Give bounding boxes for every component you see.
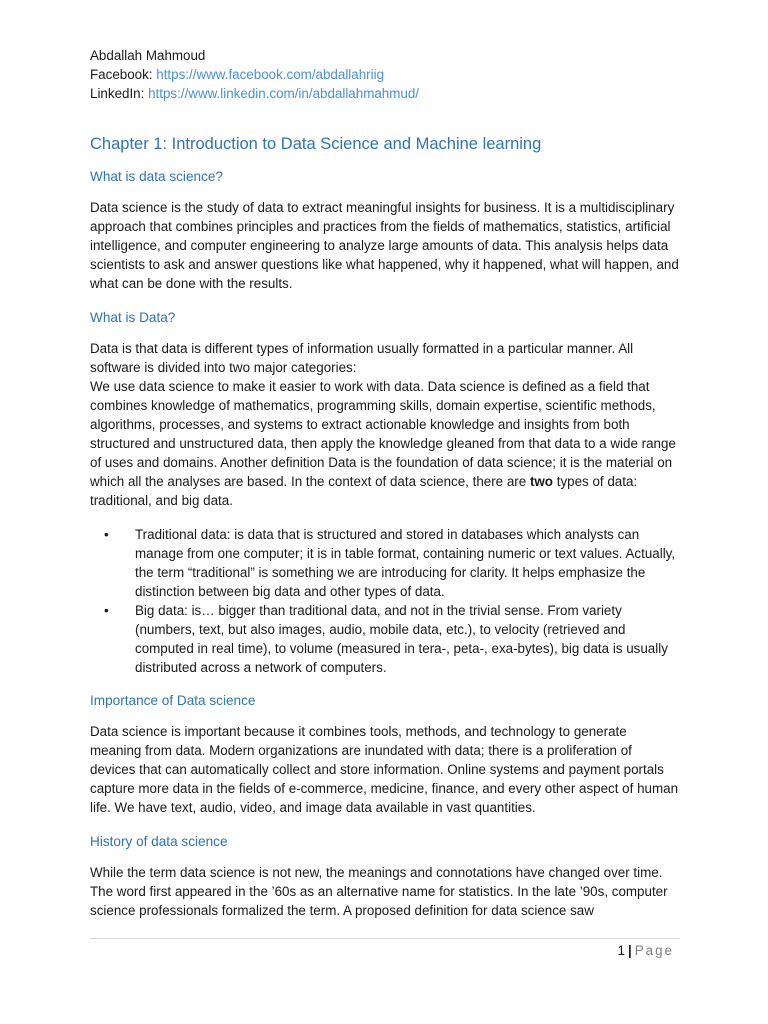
section-heading-what-is-data: What is Data?: [90, 310, 176, 325]
paragraph-what-is-data-science: Data science is the study of data to extract meaningful insights for business. It is a multidisciplinary approach that combines principles and practices from the fields of mathematics, statistics, artificial intelligence, and computer engineering to analyze large amounts of data. This analysis helps data scientists to ask and answer questions like what happened, why it happened, what will happen, and what can be done with the results.: [90, 200, 679, 291]
page-number: 1: [617, 943, 625, 958]
bullet-icon: •: [104, 527, 109, 542]
document-page: [90, 46, 680, 935]
section-heading-what-is-data-science: What is data science?: [90, 169, 223, 184]
bullet-icon: •: [104, 603, 109, 618]
chapter-title: Chapter 1: Introduction to Data Science and Machine learning: [90, 135, 542, 153]
footer-separator: |: [627, 943, 632, 958]
facebook-line: [90, 65, 680, 84]
paragraph-data-definition-text: We use data science to make it easier to work with data. Data science is defined as a field that combines knowledge of mathematics, programming skills, domain expertise, scientific methods, algorithms, processes, and systems to extract actionable knowledge and insights from both structured and unstructured data, then apply the knowledge gleaned from that data to a wide range of uses and domains. Another definition Data is the foundation of data science; it is the material on which all the analyses are based. In the context of data science, there are: [90, 379, 676, 489]
section-heading-importance: Importance of Data science: [90, 693, 256, 708]
paragraph-data-definition-tail: types of data: traditional, and big data.: [90, 474, 638, 508]
paragraph-importance: Data science is important because it combines tools, methods, and technology to generate meaning from data. Modern organizations are inundated with data; there is a proliferation of devices that can automatically collect and store information. Online systems and payment portals capture more data in the fields of e-commerce, medicine, finance, and every other aspect of human life. We have text, audio, video, and image data available in vast quantities.: [90, 724, 679, 815]
facebook-label: Facebook:: [90, 67, 153, 82]
data-types-list: [90, 525, 680, 677]
linkedin-label: LinkedIn:: [90, 86, 145, 101]
section-heading-history: History of data science: [90, 834, 228, 849]
author-name: Abdallah Mahmoud: [90, 48, 206, 63]
facebook-link[interactable]: https://www.facebook.com/abdallahriig: [156, 67, 385, 82]
emphasis-two: two: [529, 474, 553, 489]
paragraph-data-definition: [90, 377, 680, 510]
paragraph-history: While the term data science is not new, the meanings and connotations have changed over time. The word first appeared in the ’60s as an alternative name for statistics. In the late ’90s, computer science professionals formalized the term. A proposed definition for data science saw: [90, 865, 668, 918]
list-item: [90, 525, 680, 601]
list-item-text: Big data: is… bigger than traditional data, and not in the trivial sense. From variety (numbers, text, but also images, audio, mobile data, etc.), to velocity (retrieved and computed in real time), to volume (measured in tera-, peta-, exa-bytes), big data is usually distributed across a network of computers.: [135, 603, 668, 675]
paragraph-data-intro: Data is that data is different types of information usually formatted in a particular manner. All software is divided into two major categories:: [90, 341, 634, 375]
list-item: [90, 601, 680, 677]
footer-divider: [90, 938, 680, 939]
page-label: Page: [634, 943, 674, 958]
linkedin-line: [90, 84, 680, 103]
list-item-text: Traditional data: is data that is structured and stored in databases which analysts can manage from one computer; it is in table format, containing numeric or text values. Actually, the term “traditional” is something we are introducing for clarity. It helps emphasize the distinction between big data and other types of data.: [135, 527, 676, 599]
linkedin-link[interactable]: https://www.linkedin.com/in/abdallahmahmud/: [148, 86, 420, 101]
page-footer: [618, 941, 674, 960]
